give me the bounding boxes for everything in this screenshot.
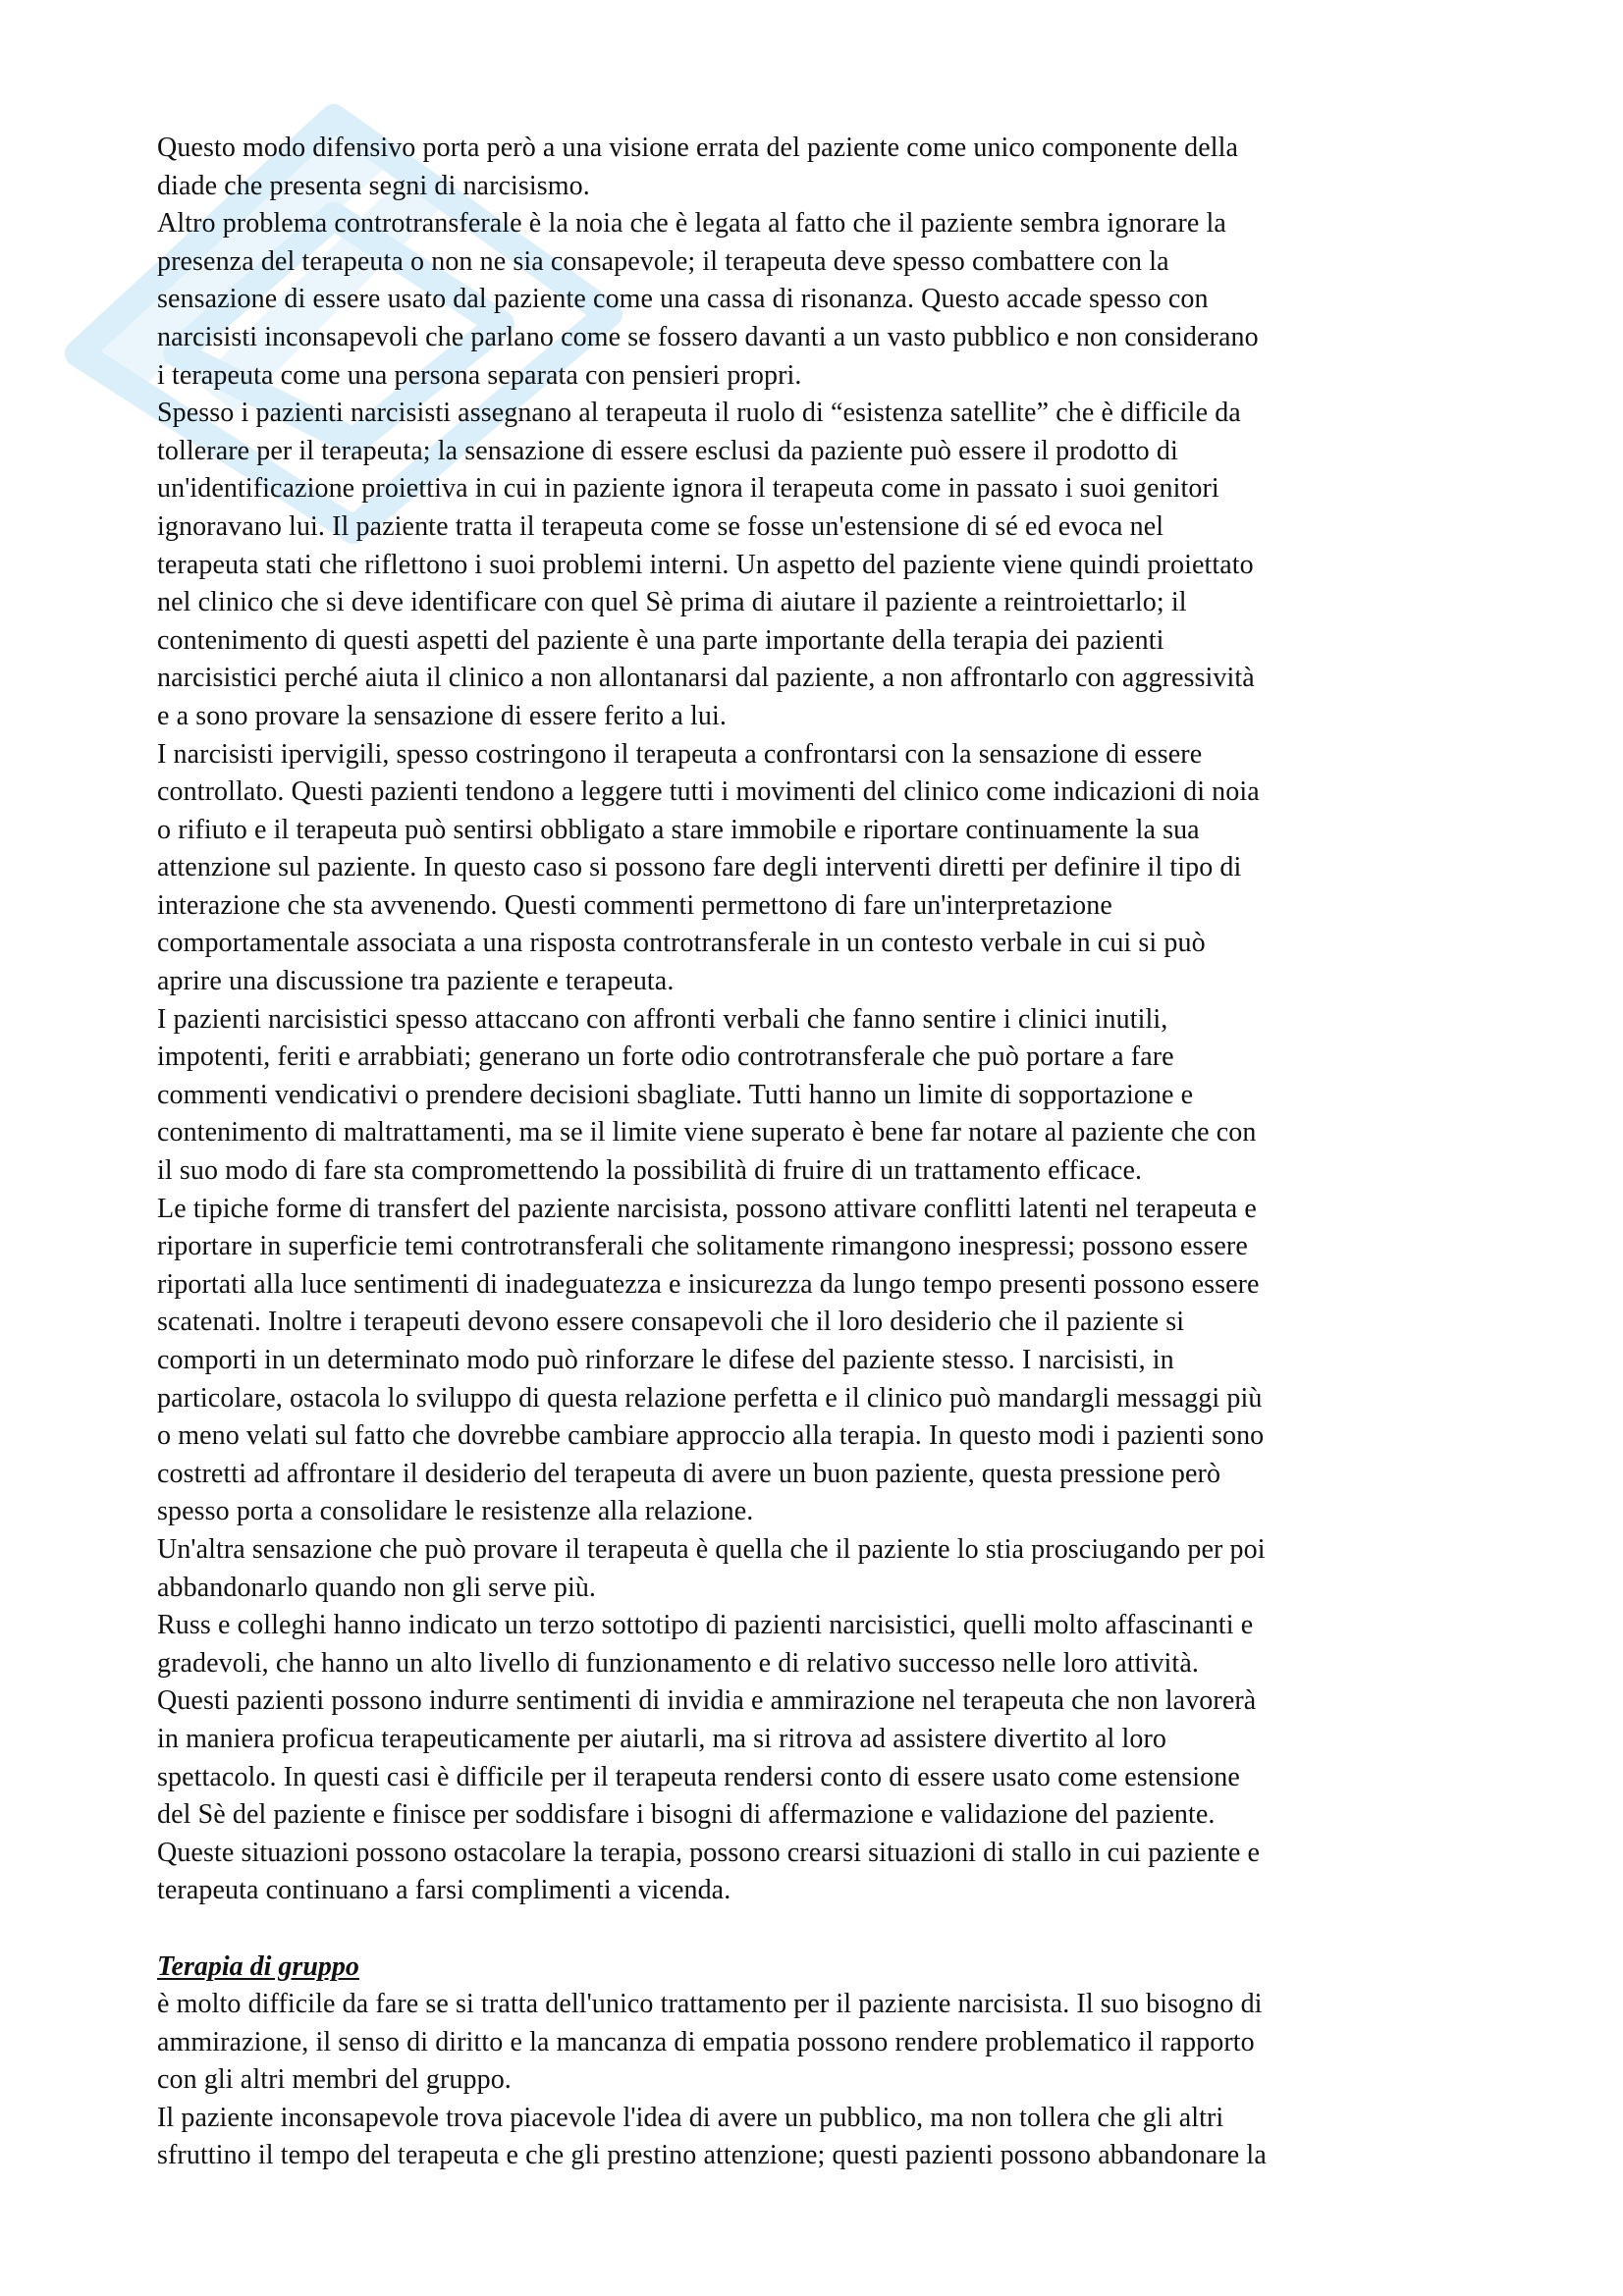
paragraph-gap	[157, 1910, 1478, 1949]
paragraph-transference-forms: Le tipiche forme di transfert del paziente narcisista, possono attivare conflitti latenti nel terapeuta e riportare in superficie temi controtransferali che solitamente rimangono inespressi; possono essere riportati alla luce sentimenti di inadeguatezza e insicurezza da lungo tempo presenti possono essere scatenati. Inoltre i terapeuti devono essere consapevoli che il loro desiderio che il paziente si comporti in un determinato modo può rinforzare le difese del paziente stesso. I narcisisti, in particolare, ostacola lo sviluppo di questa relazione perfetta e il clinico può mandargli messaggi più o meno velati sul fatto che dovrebbe cambiare approccio alla terapia. In questo modi i pazienti sono costretti ad affrontare il desiderio del terapeuta di avere un buon paziente, questa pressione però spesso porta a consolidare le resistenze alla relazione.	[157, 1193, 1265, 1527]
paragraph-defensive-mode: Questo modo difensivo porta però a una visione errata del paziente come unico componente della diade che presenta segni di narcisismo.	[157, 133, 1239, 201]
paragraph-boredom: Altro problema controtransferale è la noia che è legata al fatto che il paziente sembra ignorare la presenza del terapeuta o non ne sia consapevole; il terapeuta deve spesso combattere con la sensazione di essere usato dal paziente come una cassa di risonanza. Questo accade spesso con narcisisti inconsapevoli che parlano come se fossero davanti a un vasto pubblico e non considerano i terapeuta come una persona separata con pensieri propri.	[157, 208, 1259, 391]
paragraph-verbal-attacks: I pazienti narcisistici spesso attaccano con affronti verbali che fanno sentire i clinici inutili, impotenti, feriti e arrabbiati; generano un forte odio controtransferale che può portare a fare commenti vendicativi o prendere decisioni sbagliate. Tutti hanno un limite di sopportazione e contenimento di maltrattamenti, ma se il limite viene superato è bene far notare al paziente che con il suo modo di fare sta compromettendo la possibilità di fruire di un trattamento efficace.	[157, 1003, 1257, 1187]
paragraph-satellite-existence: Spesso i pazienti narcisisti assegnano al terapeuta il ruolo di “esistenza satellite” che è difficile da tollerare per il terapeuta; la sensazione di essere esclusi da paziente può essere il prodotto di un'identificazione proiettiva in cui in paziente ignora il terapeuta come in passato i suoi genitori ignoravano lui. Il paziente tratta il terapeuta come se fosse un'estensione di sé ed evoca nel terapeuta stati che riflettono i suoi problemi interni. Un aspetto del paziente viene quindi proiettato nel clinico che si deve identificare con quel Sè prima di aiutare il paziente a reintroiettarlo; il contenimento di questi aspetti del paziente è una parte importante della terapia dei pazienti narcisistici perché aiuta il clinico a non allontanarsi dal paziente, a non affrontarlo con aggressività e a sono provare la sensazione di essere ferito a lui.	[157, 398, 1255, 731]
section-title-group-therapy: Terapia di gruppo	[157, 1950, 359, 1982]
paragraph-group-difficulty: è molto difficile da fare se si tratta dell'unico trattamento per il paziente narcisista. Il suo bisogno di ammirazione, il senso di diritto e la mancanza di empatia possono rendere problematico il rapporto con gli altri membri del gruppo.	[157, 1989, 1263, 2096]
paragraph-unaware-patient: Il paziente inconsapevole trova piacevole l'idea di avere un pubblico, ma non tollera che gli altri sfruttino il tempo del terapeuta e che gli prestino attenzione; questi pazienti possono abbandonare la	[157, 2102, 1267, 2171]
paragraph-hypervigilant: I narcisisti ipervigili, spesso costringono il terapeuta a confrontarsi con la sensazione di essere controllato. Questi pazienti tendono a leggere tutti i movimenti del clinico come indicazioni di noia o rifiuto e il terapeuta può sentirsi obbligato a stare immobile e riportare continuamente la sua attenzione sul paziente. In questo caso si possono fare degli interventi diretti per definire il tipo di interazione che sta avvenendo. Questi commenti permettono di fare un'interpretazione comportamentale associata a una risposta controtransferale in un contesto verbale in cui si può aprire una discussione tra paziente e terapeuta.	[157, 738, 1260, 997]
paragraph-drained: Un'altra sensazione che può provare il terapeuta è quella che il paziente lo stia prosciugando per poi abbandonarlo quando non gli serve più.	[157, 1533, 1266, 1603]
document-page	[157, 130, 1478, 2175]
paragraph-third-subtype: Russ e colleghi hanno indicato un terzo sottotipo di pazienti narcisistici, quelli molto affascinanti e gradevoli, che hanno un alto livello di funzionamento e di relativo successo nelle loro attività. Questi pazienti possono indurre sentimenti di invidia e ammirazione nel terapeuta che non lavorerà in maniera proficua terapeuticamente per aiutarli, ma si ritrova ad assistere divertito al loro spettacolo. In questi casi è difficile per il terapeuta rendersi conto di essere usato come estensione del Sè del paziente e finisce per soddisfare i bisogni di affermazione e validazione del paziente. Queste situazioni possono ostacolare la terapia, possono crearsi situazioni di stallo in cui paziente e terapeuta continuano a farsi complimenti a vicenda.	[157, 1610, 1260, 1906]
